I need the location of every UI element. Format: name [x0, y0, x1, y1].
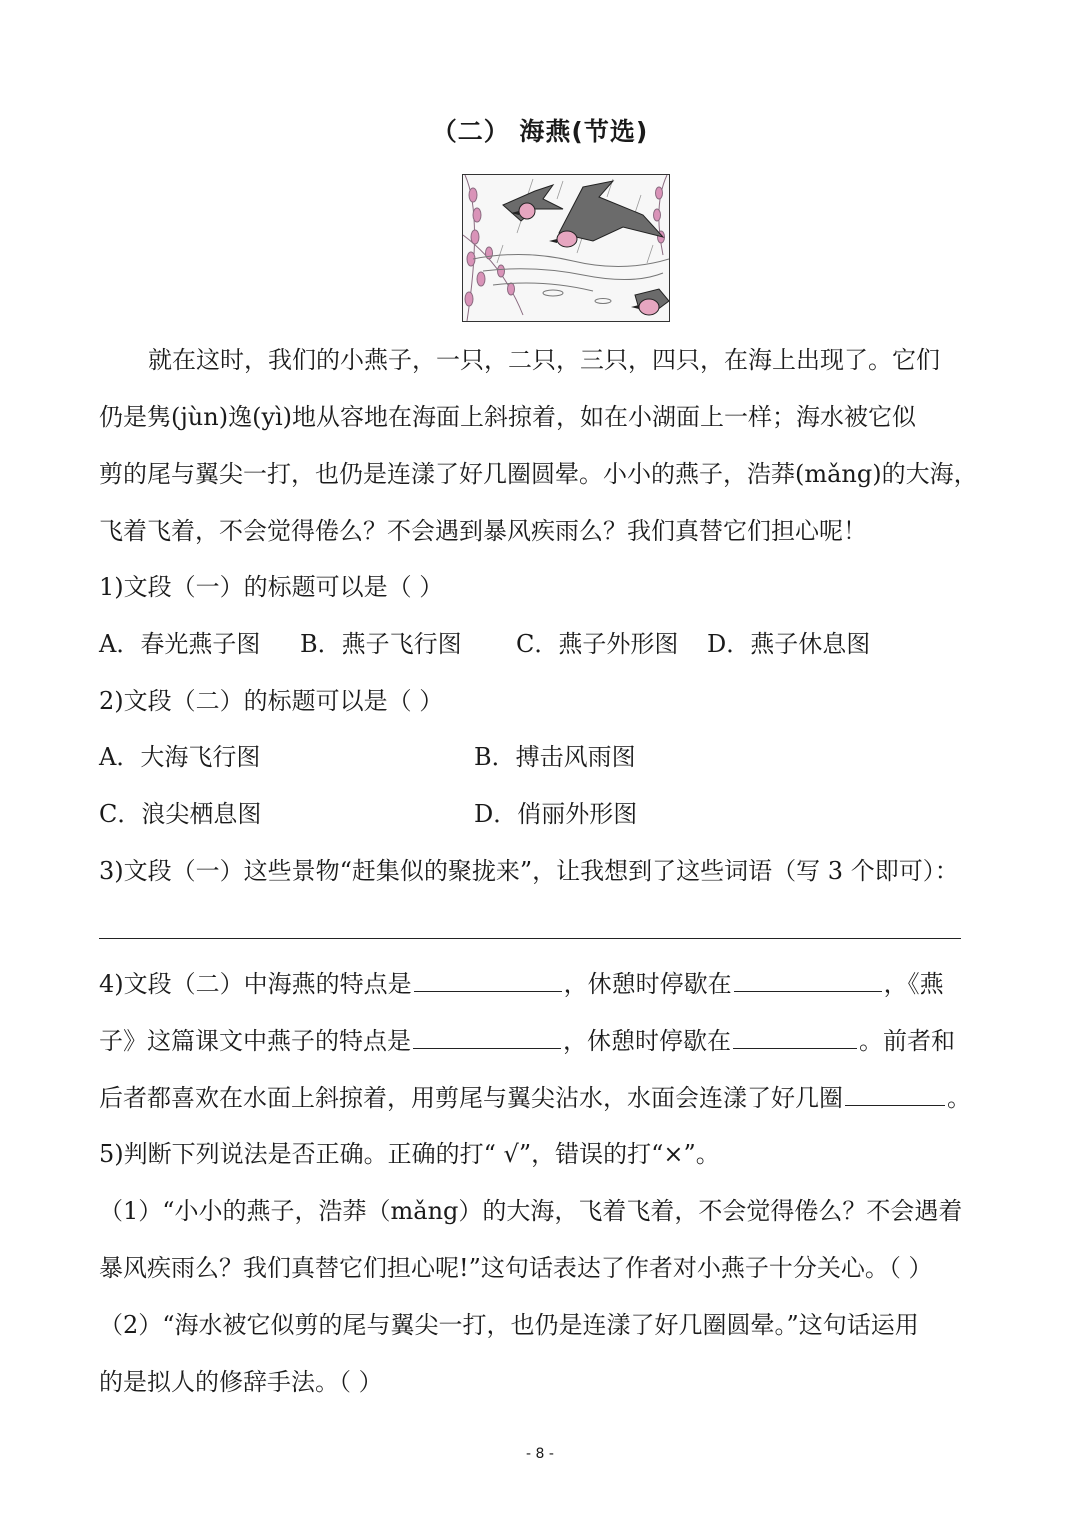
q1-option-d[interactable]: D．燕子休息图: [707, 630, 871, 658]
q4-blank-2[interactable]: [734, 969, 882, 992]
q5-item-1-line-1: （1）“小小的燕子，浩莽（mǎng）的大海，飞着飞着，不会觉得倦么？不会遇着: [99, 1197, 963, 1225]
q4-blank-5[interactable]: [845, 1083, 945, 1106]
q2-option-d[interactable]: D．俏丽外形图: [474, 800, 638, 828]
q1-option-b[interactable]: B．燕子飞行图: [300, 630, 462, 658]
page-number: - 8 -: [526, 1446, 554, 1462]
question-1-stem: 1)文段（一）的标题可以是（ ）: [99, 573, 444, 601]
q4-text: 后者都喜欢在水面上斜掠着，用剪尾与翼尖沾水，水面会连漾了好几圈: [99, 1084, 843, 1112]
swallows-over-water-illustration: [462, 174, 670, 322]
q4-text: 4)文段（二）中海燕的特点是: [99, 970, 412, 998]
q4-text: 。: [947, 1084, 971, 1112]
passage-line: 就在这时，我们的小燕子，一只，二只，三只，四只，在海上出现了。它们: [148, 346, 940, 374]
q4-text: ，《燕: [883, 970, 944, 998]
swallow-icon: [463, 175, 669, 321]
q3-answer-line[interactable]: [99, 938, 961, 939]
passage-line: 剪的尾与翼尖一打，也仍是连漾了好几圈圆晕。小小的燕子，浩莽(mǎng)的大海，: [99, 460, 978, 488]
q4-text: ，休憩时停歇在: [563, 970, 732, 998]
q5-item-2-line-2: 的是拟人的修辞手法。（ ）: [99, 1368, 383, 1396]
q5-item-1-line-2: 暴风疾雨么？我们真替它们担心呢!”这句话表达了作者对小燕子十分关心。（ ）: [99, 1254, 933, 1282]
q4-text: 。前者和: [859, 1027, 955, 1055]
passage-line: 仍是隽(jùn)逸(yì)地从容地在海面上斜掠着，如在小湖面上一样；海水被它似: [99, 403, 917, 431]
question-4-line-2: [99, 1025, 955, 1057]
question-2-stem: 2)文段（二）的标题可以是（ ）: [99, 687, 444, 715]
question-3-stem: 3)文段（一）这些景物“赶集似的聚拢来”，让我想到了这些词语（写 3 个即可）：: [99, 857, 959, 885]
q1-option-a[interactable]: A．春光燕子图: [99, 630, 261, 658]
q5-item-2-line-1: （2）“海水被它似剪的尾与翼尖一打，也仍是连漾了好几圈圆晕。”这句话运用: [99, 1311, 919, 1339]
passage-line: 飞着飞着，不会觉得倦么？不会遇到暴风疾雨么？我们真替它们担心呢！: [99, 517, 867, 545]
passage-title: （二） 海燕(节选): [431, 117, 649, 146]
question-4-line-3: [99, 1082, 971, 1114]
question-4-line-1: [99, 968, 944, 1000]
q4-text: ，休憩时停歇在: [563, 1027, 731, 1055]
q2-option-c[interactable]: C．浪尖栖息图: [99, 800, 262, 828]
q2-option-b[interactable]: B．搏击风雨图: [474, 743, 636, 771]
q2-option-a[interactable]: A．大海飞行图: [99, 743, 261, 771]
question-5-stem: 5)判断下列说法是否正确。正确的打“ √”，错误的打“×”。: [99, 1140, 720, 1168]
q4-blank-4[interactable]: [733, 1026, 857, 1049]
q4-text: 子》这篇课文中燕子的特点是: [99, 1027, 411, 1055]
q4-blank-3[interactable]: [413, 1026, 561, 1049]
q1-option-c[interactable]: C．燕子外形图: [516, 630, 679, 658]
q4-blank-1[interactable]: [414, 969, 562, 992]
